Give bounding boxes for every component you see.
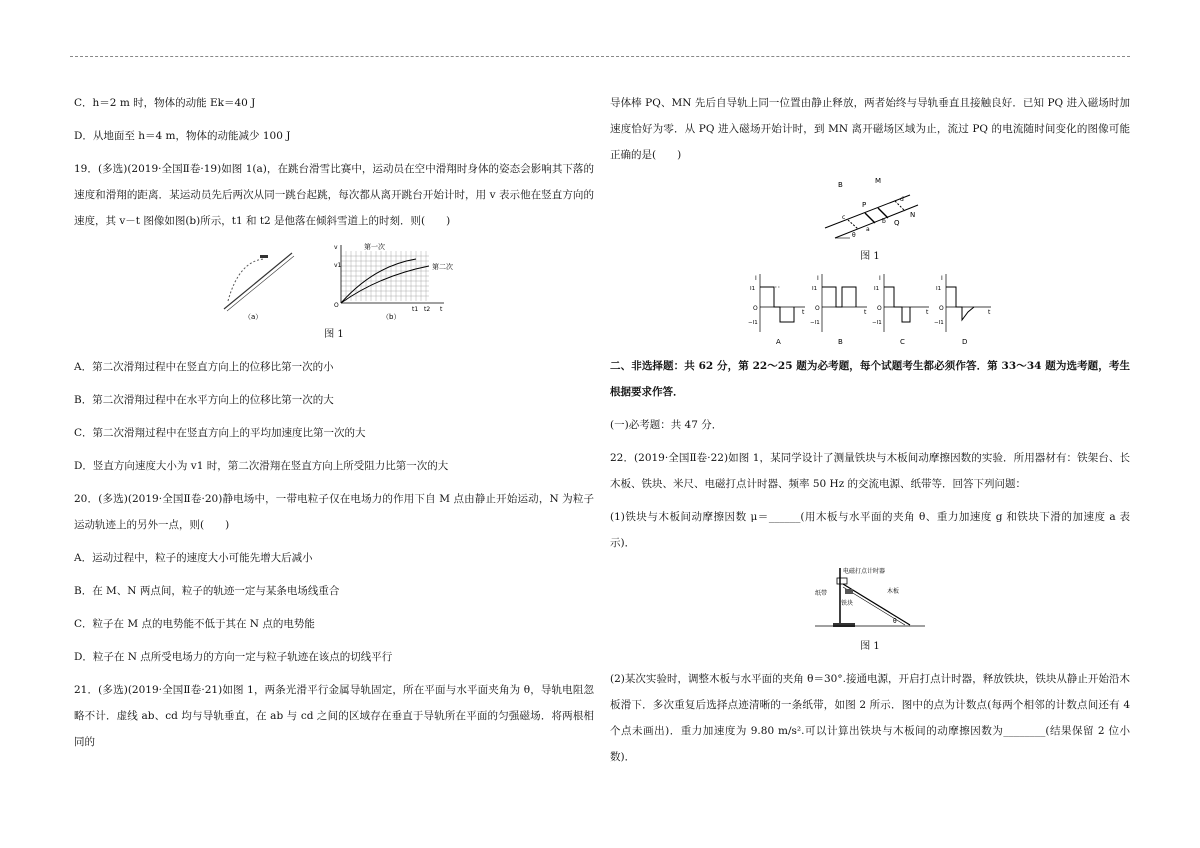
q19-option-b: B．第二次滑翔过程中在水平方向上的位移比第一次的大 [74,394,334,406]
p-label: P [862,201,867,209]
tape-label: 纸带 [815,590,828,597]
fig-b-label: （b） [382,313,401,321]
q19-option-a: A．第二次滑翔过程中在竖直方向上的位移比第一次的小 [74,361,334,373]
q19-figure [214,241,454,321]
t-axis-label: t [440,306,443,313]
vt-graph [334,242,453,321]
svg-text:O: O [877,305,882,312]
a-label: a [866,226,870,233]
svg-text:−I1: −I1 [934,320,944,326]
b-field-label: B [838,181,843,189]
graph-c [872,274,929,346]
svg-text:−I1: −I1 [748,320,758,326]
section-heading: 二、非选择题：共 62 分，第 22～25 题为必考题，每个试题考生都必须作答．第 33～34 题为选考题，考生根据要求作答． [610,360,1130,398]
board-label: 木板 [887,588,900,595]
compulsory-heading: (一)必考题：共 47 分． [610,419,723,431]
svg-text:I: I [941,275,943,282]
first-curve-label: 第一次 [364,243,385,251]
q20-option-c: C．粒子在 M 点的电势能不低于其在 N 点的电势能 [74,618,315,630]
second-curve-label: 第二次 [432,263,453,271]
svg-text:I: I [755,275,757,282]
origin-label: O [334,302,339,309]
fig-a-label: （a） [244,313,263,321]
q22-caption: 图 1 [860,641,880,652]
graph-d [934,274,991,346]
v-axis-label: v [334,244,338,251]
svg-text:I1: I1 [874,286,880,292]
t1-label: t1 [412,306,419,313]
svg-text:I1: I1 [812,286,818,292]
svg-text:O: O [815,305,820,312]
graph-d-label: D [962,338,968,346]
top-divider [70,56,1130,57]
b-label: b [882,218,886,225]
q21-rail-figure [820,173,920,243]
svg-text:−I1: −I1 [872,320,882,326]
v1-label: v1 [334,262,342,269]
m-label: M [875,177,882,185]
right-column [610,90,1130,777]
q21-stem: 21．(多选)(2019·全国Ⅱ卷·21)如图 1，两条光滑平行金属导轨固定，所在平面与水平面夹角为 θ，导轨电阻忽略不计．虚线 ab、cd 均与导轨垂直，在 ab 与 cd 之间的区域存在垂直于导轨所在平面的匀强磁场．将两根相同的 [74,684,594,748]
q19-stem: 19．(多选)(2019·全国Ⅱ卷·19)如图 1(a)，在跳台滑雪比赛中，运动员在空中滑翔时身体的姿态会影响其下落的速度和滑翔的距离．某运动员先后两次从同一跳台起跳，每次都从离开跳台开始计时，用 v 表示他在竖直方向的速度，其 v－t 图像如图(b)所示，t1 和 t2 是他落在倾斜雪道上的时刻．则( ) [74,163,594,227]
svg-text:I: I [817,275,819,282]
left-column [74,90,594,755]
q19-option-c: C．第二次滑翔过程中在竖直方向上的平均加速度比第一次的大 [74,427,366,439]
q20-option-b: B．在 M、N 两点间，粒子的轨迹一定与某条电场线重合 [74,585,340,597]
q19-caption: 图 1 [324,329,344,340]
q21-stem-continued: 导体棒 PQ、MN 先后自导轨上同一位置由静止释放，两者始终与导轨垂直且接触良好．已知 PQ 进入磁场时加速度恰好为零．从 PQ 进入磁场开始计时，到 MN 离开磁场区域为止，流过 PQ 的电流随时间变化的图像可能正确的是( ) [610,97,1130,161]
theta-angle-label: θ [893,618,897,625]
svg-text:I: I [879,275,881,282]
graph-b [810,274,867,346]
timer-label: 电磁打点计时器 [843,568,886,575]
ski-jump-diagram [224,253,294,321]
q22-stem: 22．(2019·全国Ⅱ卷·22)如图 1，某同学设计了测量铁块与木板间动摩擦因数的实验．所用器材有：铁架台、长木板、铁块、米尺、电磁打点计时器、频率 50 Hz 的交流电源、纸带等．回答下列问题： [610,452,1130,490]
c-label: c [842,214,846,221]
q22-part-1: (1)铁块与木板间动摩擦因数 μ＝______(用木板与水平面的夹角 θ、重力加速度 g 和铁块下滑的加速度 a 表示)． [610,511,1130,549]
q21-caption: 图 1 [860,251,880,262]
svg-text:t: t [802,309,805,316]
q-label: Q [894,219,900,227]
d-label: d [900,196,904,203]
q19-option-d: D．竖直方向速度大小为 v1 时，第二次滑翔在竖直方向上所受阻力比第一次的大 [74,460,449,472]
graph-a [748,274,805,346]
q18-option-d: D．从地面至 h＝4 m，物体的动能减少 100 J [74,130,291,142]
q20-option-d: D．粒子在 N 点所受电场力的方向一定与粒子轨迹在该点的切线平行 [74,651,393,663]
graph-c-label: C [900,338,905,346]
q21-current-graphs [750,272,990,347]
svg-text:−I1: −I1 [810,320,820,326]
svg-text:I1: I1 [936,286,942,292]
t2-label: t2 [424,306,431,313]
block-label: 铁块 [841,600,854,607]
q20-option-a: A．运动过程中，粒子的速度大小可能先增大后减小 [74,552,313,564]
svg-text:I1: I1 [750,286,756,292]
q20-stem: 20．(多选)(2019·全国Ⅱ卷·20)静电场中，一带电粒子仅在电场力的作用下自 M 点由静止开始运动，N 为粒子运动轨迹上的另外一点，则( ) [74,493,594,531]
svg-text:t: t [988,309,991,316]
svg-text:t: t [864,309,867,316]
q22-apparatus-figure [805,563,935,633]
graph-a-label: A [776,338,781,346]
q22-part-2: (2)某次实验时，调整木板与水平面的夹角 θ＝30°.接通电源，开启打点计时器，释放铁块，铁块从静止开始沿木板滑下．多次重复后选择点迹清晰的一条纸带，如图 2 所示．图中的点为计数点(每两个相邻的计数点间还有 4 个点未画出)．重力加速度为 9.80 m/s².可以计算出铁块与木板间的动摩擦因数为________(结果保留 2 位小数)． [610,673,1130,763]
svg-text:t: t [926,309,929,316]
theta-label: θ [852,232,856,239]
q18-option-c: C．h＝2 m 时，物体的动能 Ek＝40 J [74,97,256,109]
svg-text:O: O [753,305,758,312]
svg-text:O: O [939,305,944,312]
n-label: N [910,211,916,219]
graph-b-label: B [838,338,843,346]
